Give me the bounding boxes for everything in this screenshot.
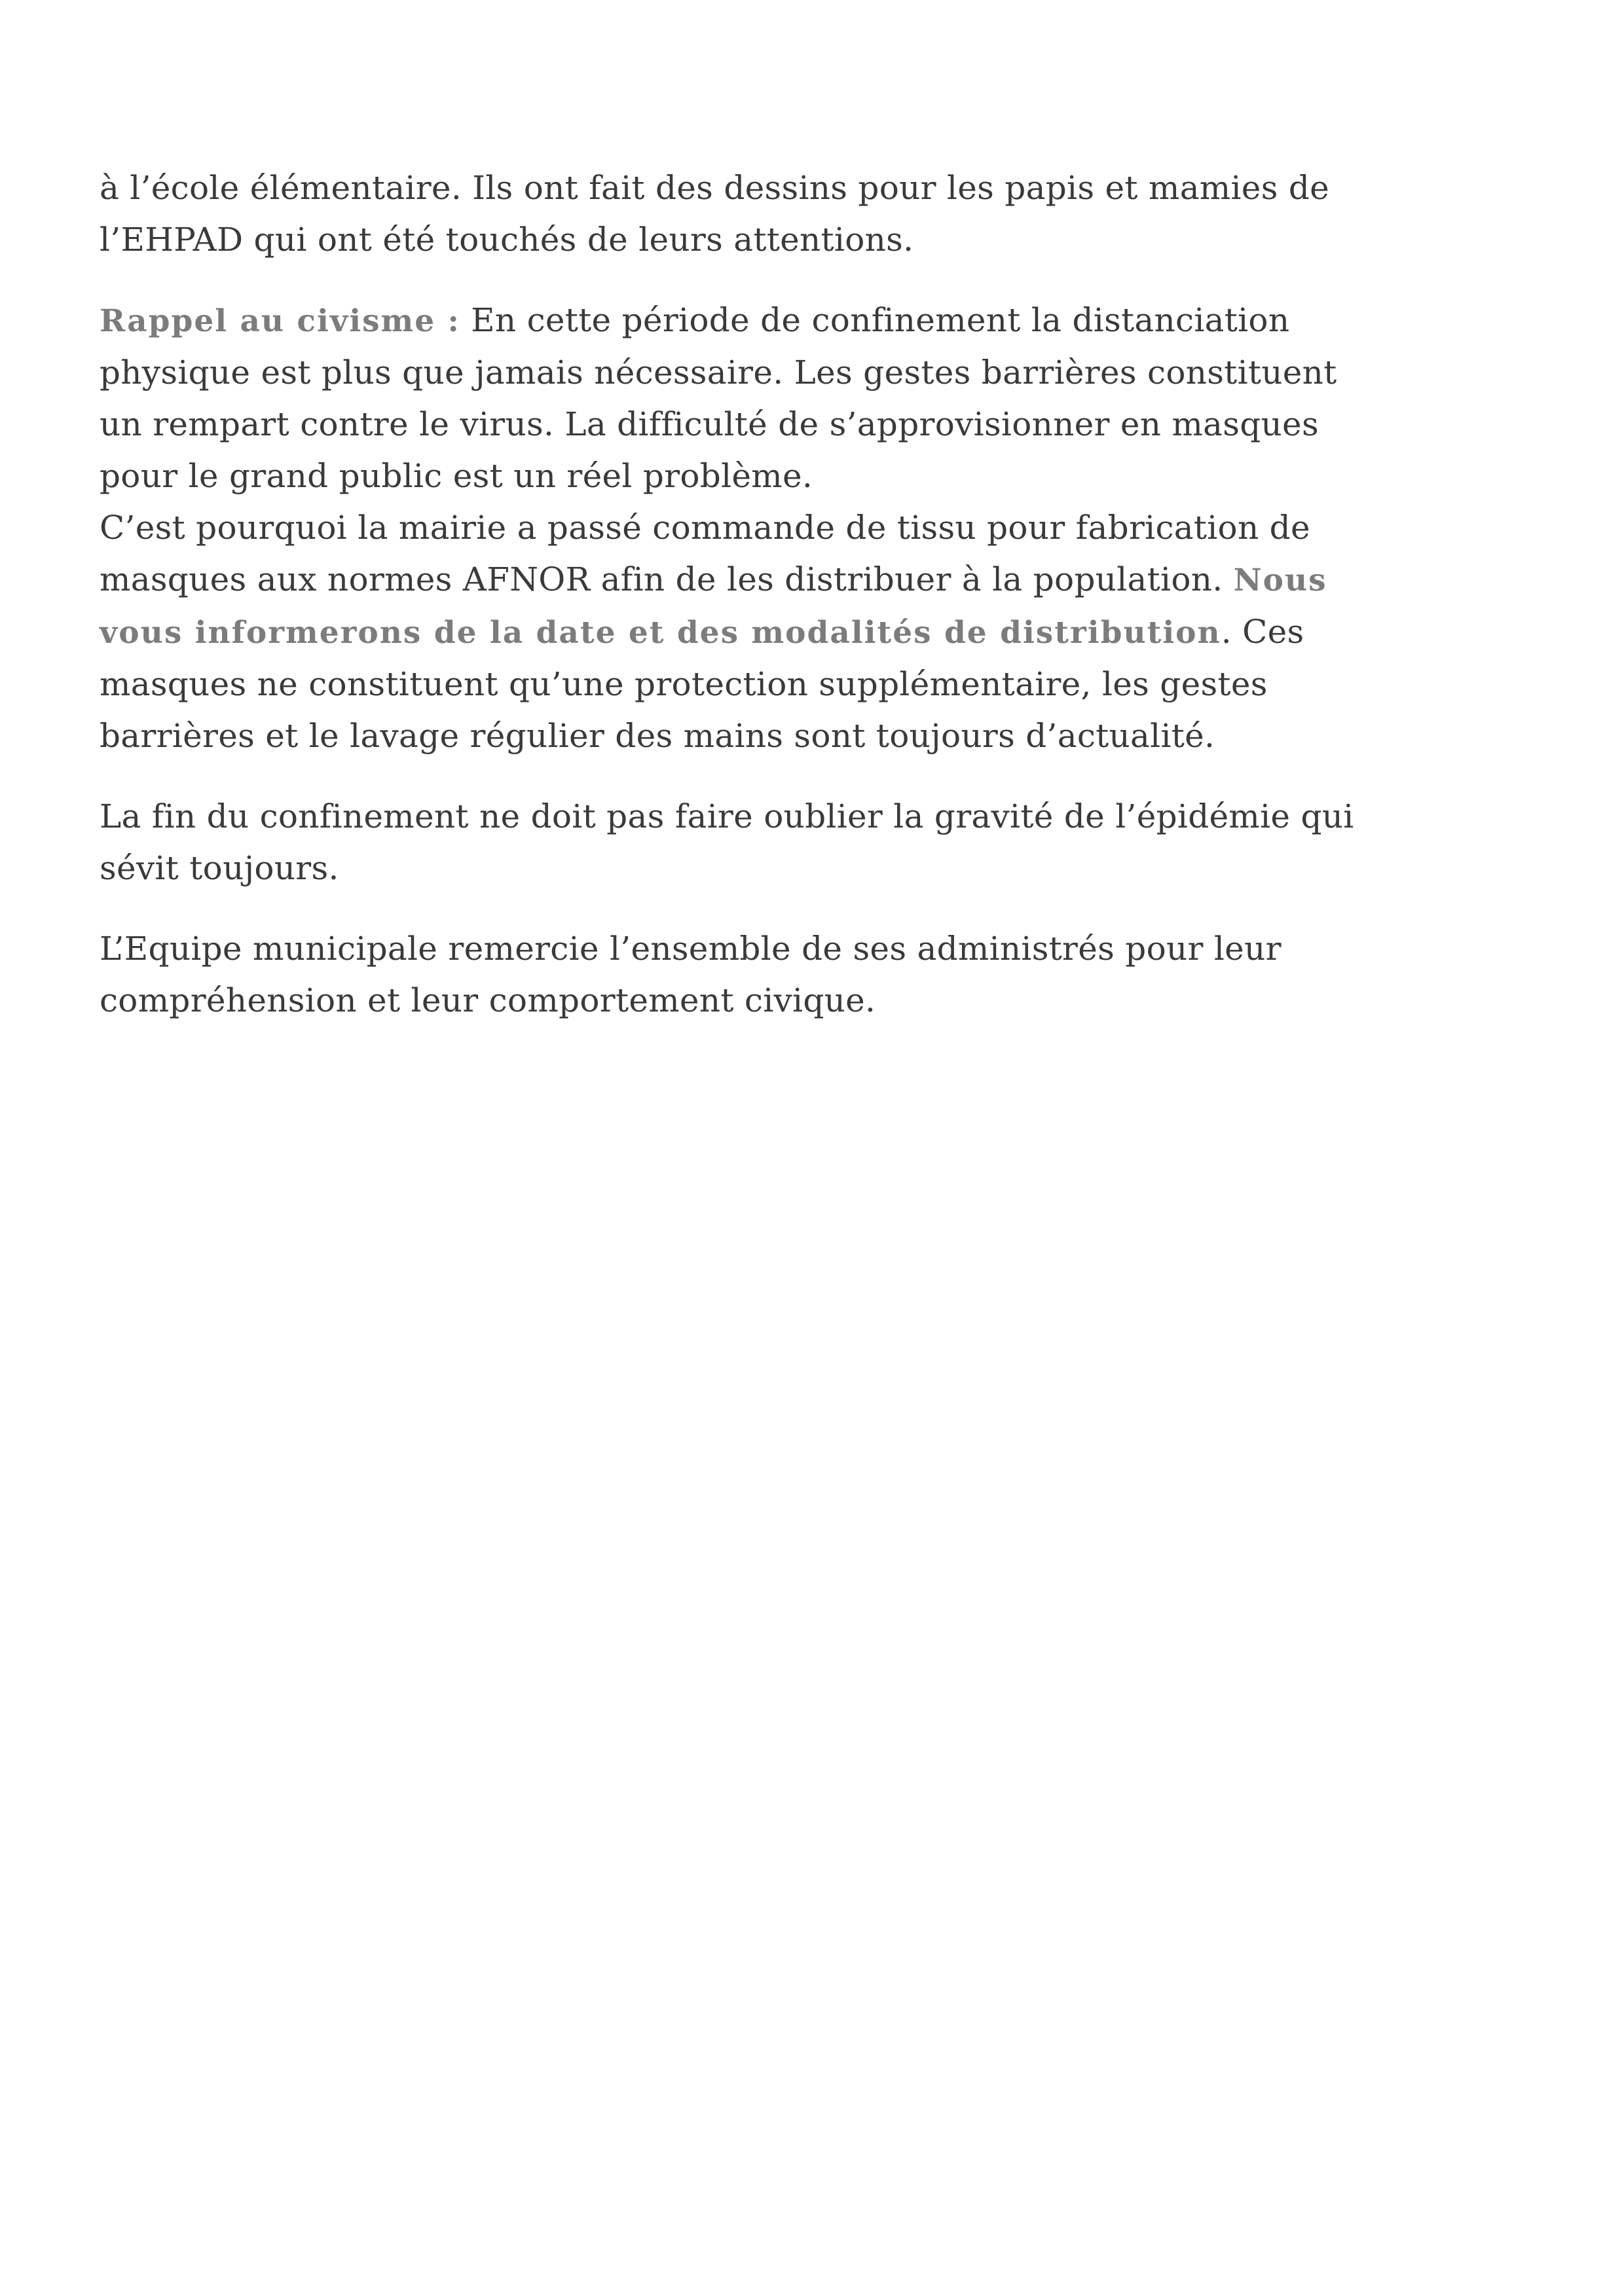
paragraph-end-of-confinement — [100, 791, 1501, 894]
text-line: La fin du confinement ne doit pas faire oublier la gravité de l’épidémie qui — [100, 797, 1354, 835]
text-fragment: masques aux normes AFNOR afin de les distribuer à la population. — [100, 560, 1234, 598]
text-line: physique est plus que jamais nécessaire. Les gestes barrières constituent — [100, 354, 1337, 392]
text-line: un rempart contre le virus. La difficulté de s’approvisionner en masques — [100, 405, 1319, 443]
text-line — [100, 554, 1501, 606]
text-line: barrières et le lavage régulier des mains sont toujours d’actualité. — [100, 717, 1215, 755]
text-line: sévit toujours. — [100, 849, 339, 887]
text-line: C’est pourquoi la mairie a passé commande de tissu pour fabrication de — [100, 509, 1310, 547]
distribution-notice-start: Nous — [1233, 562, 1327, 598]
paragraph-school-drawings — [100, 162, 1501, 266]
text-line: l’EHPAD qui ont été touchés de leurs attentions. — [100, 221, 914, 259]
text-line: à l’école élémentaire. Ils ont fait des dessins pour les papis et mamies de — [100, 169, 1330, 207]
text-line — [100, 606, 1501, 659]
text-fragment: En cette période de confinement la distanciation — [460, 301, 1290, 339]
document-body — [100, 162, 1501, 1055]
text-line: masques ne constituent qu’une protection supplémentaire, les gestes — [100, 665, 1268, 703]
text-line: pour le grand public est un réel problème. — [100, 457, 813, 495]
text-line — [100, 295, 1501, 347]
paragraph-civic-reminder — [100, 295, 1501, 762]
text-fragment: . Ces — [1221, 613, 1304, 651]
text-line: compréhension et leur comportement civique. — [100, 981, 876, 1019]
distribution-notice: vous informerons de la date et des modalités de distribution — [100, 615, 1221, 651]
paragraph-thanks — [100, 923, 1501, 1027]
text-line: L’Equipe municipale remercie l’ensemble de ses administrés pour leur — [100, 930, 1282, 968]
section-heading-civisme: Rappel au civisme : — [100, 303, 460, 339]
